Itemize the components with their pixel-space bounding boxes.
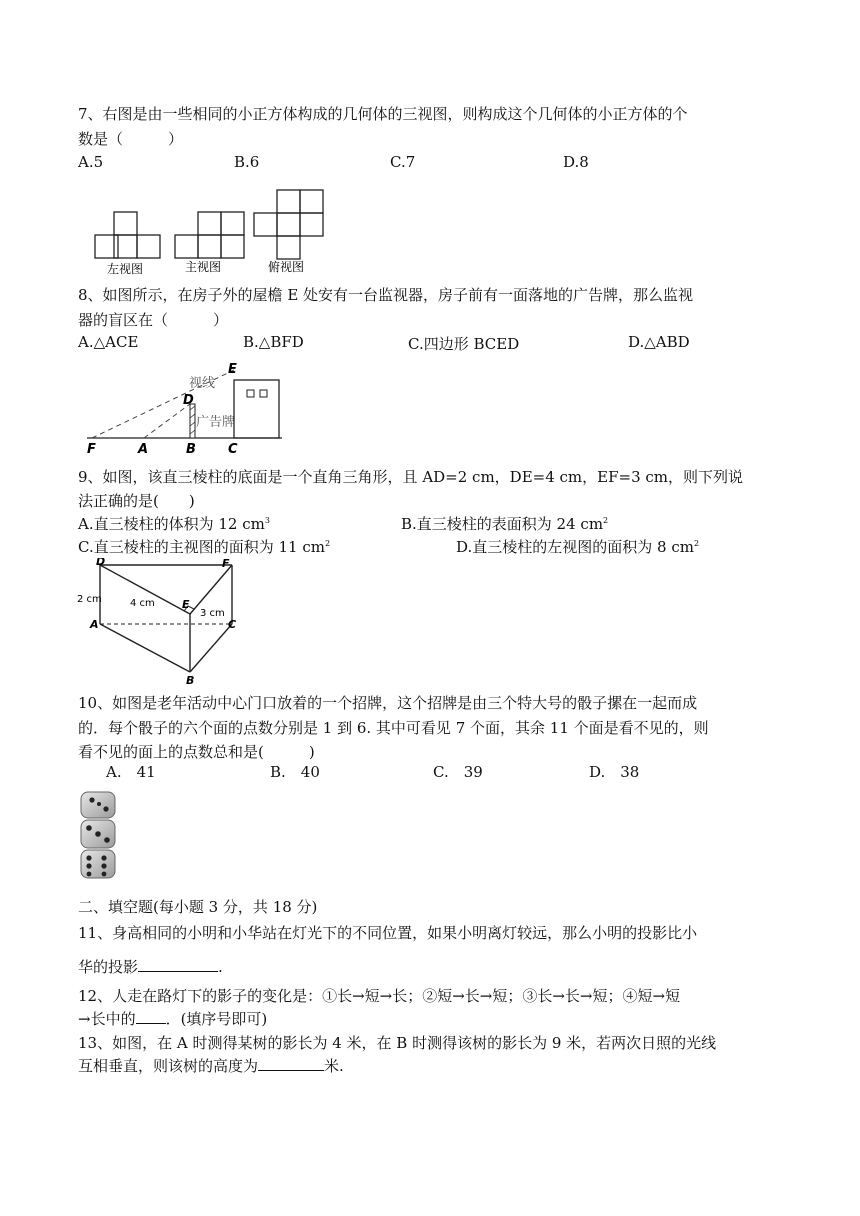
- prism-a-label: A: [90, 618, 99, 631]
- q10-option-d: D. 38: [589, 763, 640, 781]
- section-2-heading: 二、填空题(每小题 3 分，共 18 分): [78, 898, 318, 916]
- point-d-label: D: [183, 393, 194, 408]
- left-view-label: 左视图: [107, 262, 144, 276]
- q12-line2: →长中的 ．(填序号即可): [78, 1010, 268, 1028]
- board-label: 广告牌: [196, 415, 236, 430]
- q7-line2: 数是（ ）: [78, 130, 184, 148]
- q8-line2: 器的盲区在（ ）: [78, 311, 229, 329]
- q13-line1: 13、如图，在 A 时测得某树的影长为 4 米，在 B 时测得该树的影长为 9 米，若两次日照的光线: [78, 1034, 717, 1052]
- q7-option-c: C.7: [390, 153, 416, 171]
- top-view-label: 俯视图: [268, 260, 305, 274]
- q13-answer-blank[interactable]: [258, 1056, 324, 1071]
- three-views-figure: [90, 185, 330, 277]
- prism-f-label: F: [222, 558, 230, 570]
- q9-option-d: D.直三棱柱的左视图的面积为 8 $cm^2$: [456, 538, 700, 556]
- main-view-label: 主视图: [185, 260, 222, 274]
- q10-line2: 的．每个骰子的六个面的点数分别是 1 到 6. 其中可看见 7 个面，其余 11 个面是看不见的，则: [78, 719, 709, 737]
- q11-answer-blank[interactable]: [138, 957, 218, 972]
- q10-line1: 10、如图是老年活动中心门口放着的一个招牌，这个招牌是由三个特大号的骰子摞在一起而成: [78, 694, 698, 712]
- q7-option-b: B.6: [234, 153, 260, 171]
- q12-answer-blank[interactable]: [136, 1009, 166, 1024]
- prism-c-label: C: [228, 618, 237, 631]
- q10-option-b: B. 40: [270, 763, 320, 781]
- q8-option-c: C.四边形 BCED: [408, 335, 520, 353]
- q8-line1: 8、如图所示，在房子外的屋檐 E 处安有一台监视器，房子前有一面落地的广告牌，那么监视: [78, 286, 694, 304]
- q9-option-b: B.直三棱柱的表面积为 24 $cm^2$: [401, 515, 609, 533]
- q7-option-a: A.5: [78, 153, 104, 171]
- ad-length-label: 2 cm: [77, 594, 102, 605]
- q11-line2: 华的投影 .: [78, 958, 223, 976]
- q10-option-a: A. 41: [106, 763, 156, 781]
- q12-line1: 12、人走在路灯下的影子的变化是：①长→短→长；②短→长→短；③长→长→短；④短→短: [78, 987, 681, 1005]
- point-e-label: E: [228, 362, 237, 377]
- q11-line1: 11、身高相同的小明和小华站在灯光下的不同位置，如果小明离灯较远，那么小明的投影比小: [78, 924, 698, 942]
- point-c-label: C: [228, 442, 238, 457]
- prism-d-label: D: [96, 558, 106, 568]
- de-length-label: 4 cm: [130, 598, 155, 609]
- prism-figure: [76, 558, 246, 684]
- prism-b-label: B: [186, 674, 195, 684]
- q8-option-a: A.△ACE: [78, 333, 139, 351]
- dice-stack-image: [76, 790, 120, 880]
- q13-line2: 互相垂直，则该树的高度为 米.: [78, 1057, 344, 1075]
- q9-line2: 法正确的是( ): [78, 492, 195, 510]
- point-a-label: A: [138, 442, 149, 457]
- ef-length-label: 3 cm: [200, 608, 225, 619]
- q9-line1: 9、如图，该直三棱柱的底面是一个直角三角形，且 AD=2 cm，DE=4 cm，EF=3 cm，则下列说: [78, 468, 744, 486]
- q9-option-a: A.直三棱柱的体积为 12 $cm^3$: [78, 515, 270, 533]
- q7-line1: 7、右图是由一些相同的小正方体构成的几何体的三视图，则构成这个几何体的小正方体的个: [78, 105, 688, 123]
- sight-label: 视线: [189, 376, 216, 391]
- prism-e-label: E: [182, 598, 190, 611]
- point-b-label: B: [186, 442, 196, 457]
- q8-option-b: B.△BFD: [243, 333, 304, 351]
- q9-option-c: C.直三棱柱的主视图的面积为 11 $cm^2$: [78, 538, 331, 556]
- q10-line3: 看不见的面上的点数总和是( ): [78, 743, 315, 761]
- q8-option-d: D.△ABD: [628, 333, 690, 351]
- monitor-figure: [82, 360, 292, 458]
- q7-option-d: D.8: [563, 153, 589, 171]
- point-f-label: F: [87, 442, 96, 457]
- q10-option-c: C. 39: [433, 763, 483, 781]
